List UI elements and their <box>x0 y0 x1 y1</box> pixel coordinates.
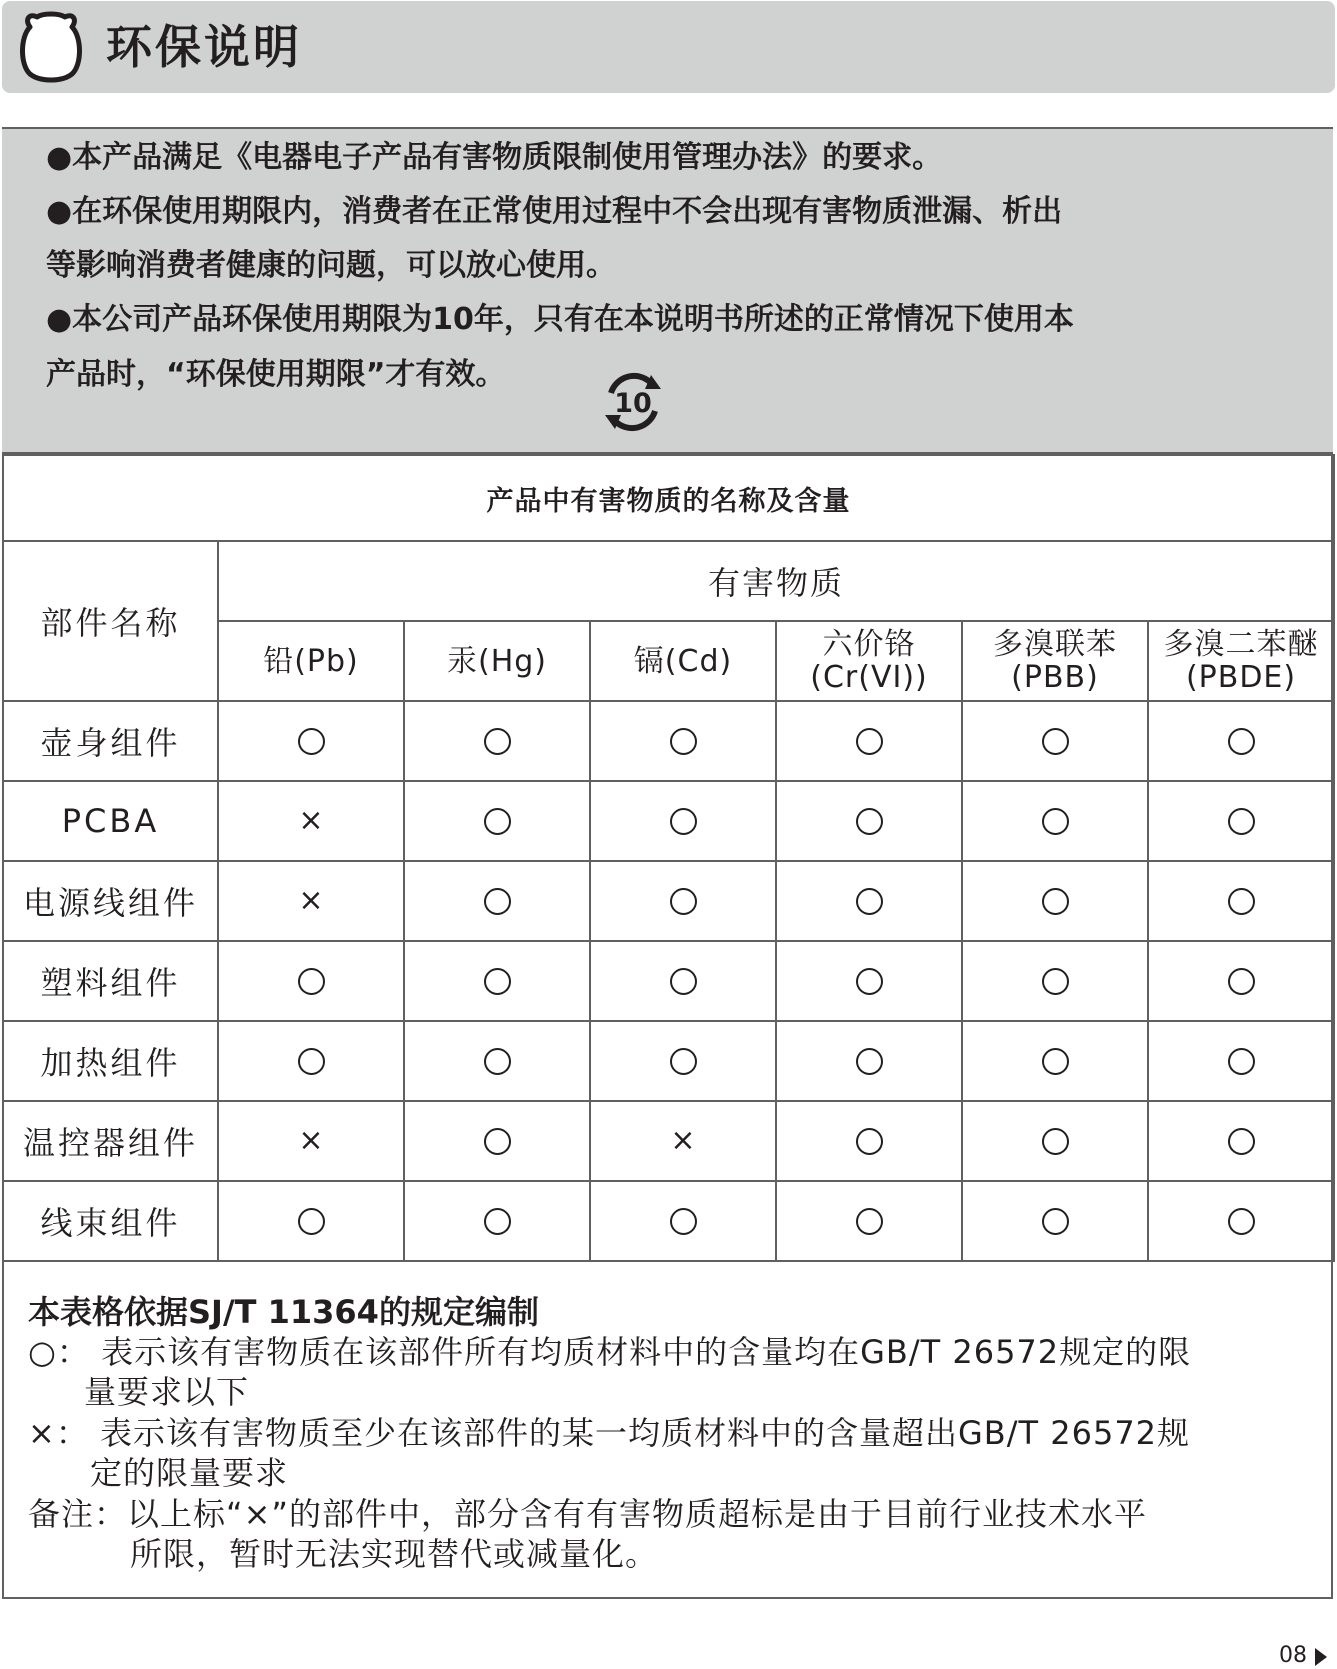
circle-legend-text: ○： 表示该有害物质在该部件所有均质材料中的含量均在GB/T 26572规定的限 <box>28 1333 1192 1371</box>
compliant-mark-cell <box>962 701 1148 781</box>
circle-mark-icon <box>1228 1048 1255 1075</box>
part-name-cell: 线束组件 <box>3 1181 218 1261</box>
compliant-mark-cell <box>776 701 962 781</box>
compliant-mark-cell <box>962 1021 1148 1101</box>
exceeds-mark-cell <box>218 1101 404 1181</box>
circle-mark-icon <box>484 888 511 915</box>
circle-mark-icon <box>1228 968 1255 995</box>
compliant-mark-cell <box>1148 1021 1334 1101</box>
table-row <box>3 781 1334 861</box>
circle-mark-icon <box>670 808 697 835</box>
circle-mark-icon <box>670 888 697 915</box>
circle-mark-icon <box>670 728 697 755</box>
notice-line: ●本公司产品环保使用期限为10年，只有在本说明书所述的正常情况下使用本 <box>46 302 1074 337</box>
cross-mark: × <box>298 883 324 918</box>
compliant-mark-cell <box>776 781 962 861</box>
table-row <box>3 941 1334 1021</box>
substance-header: 多溴二苯醚 (PBDE) <box>1148 621 1334 701</box>
part-name-cell: PCBA <box>3 781 218 861</box>
part-name-cell: 壶身组件 <box>3 701 218 781</box>
page-title: 环保说明 <box>106 20 302 74</box>
compliant-mark-cell <box>590 781 776 861</box>
circle-mark-icon <box>856 808 883 835</box>
circle-mark-icon <box>856 1128 883 1155</box>
hazardous-substances-table <box>2 454 1335 1262</box>
notes-section <box>2 1279 1333 1599</box>
circle-mark-icon <box>1042 1048 1069 1075</box>
circle-mark-icon <box>484 1128 511 1155</box>
compliant-mark-cell <box>404 781 590 861</box>
circle-mark-icon <box>856 888 883 915</box>
part-name-cell: 塑料组件 <box>3 941 218 1021</box>
section-header <box>2 1 1335 93</box>
circle-mark-icon <box>670 1208 697 1235</box>
compliant-mark-cell <box>404 1021 590 1101</box>
substance-header: 汞(Hg) <box>404 621 590 701</box>
circle-mark-icon <box>1228 808 1255 835</box>
circle-mark-icon <box>298 968 325 995</box>
cross-mark: × <box>298 803 324 838</box>
compliant-mark-cell <box>1148 941 1334 1021</box>
part-name-cell: 电源线组件 <box>3 861 218 941</box>
notice-line: 产品时，“环保使用期限”才有效。 <box>46 357 506 392</box>
compliant-mark-cell <box>776 1181 962 1261</box>
compliant-mark-cell <box>962 1181 1148 1261</box>
compliant-mark-cell <box>1148 1101 1334 1181</box>
table-row <box>3 861 1334 941</box>
circle-mark-icon <box>856 728 883 755</box>
circle-mark-icon <box>1042 1208 1069 1235</box>
remark-text: 所限，暂时无法实现替代或减量化。 <box>130 1535 659 1573</box>
circle-mark-icon <box>298 728 325 755</box>
table-title: 产品中有害物质的名称及含量 <box>3 455 1334 541</box>
compliant-mark-cell <box>962 781 1148 861</box>
compliant-mark-cell <box>218 1021 404 1101</box>
compliant-mark-cell <box>404 861 590 941</box>
circle-mark-icon <box>1042 728 1069 755</box>
compliant-mark-cell <box>1148 861 1334 941</box>
compliant-mark-cell <box>962 861 1148 941</box>
notice-line: ●在环保使用期限内，消费者在正常使用过程中不会出现有害物质泄漏、析出 <box>46 194 1063 229</box>
compliant-mark-cell <box>962 941 1148 1021</box>
compliant-mark-cell <box>962 1101 1148 1181</box>
substance-group-header: 有害物质 <box>218 541 1334 621</box>
table-row <box>3 1181 1334 1261</box>
circle-mark-icon <box>1042 808 1069 835</box>
table-row <box>3 1101 1334 1181</box>
circle-mark-icon <box>856 1048 883 1075</box>
circle-mark-icon <box>484 728 511 755</box>
compliant-mark-cell <box>404 701 590 781</box>
exceeds-mark-cell <box>590 1101 776 1181</box>
compliant-mark-cell <box>776 1101 962 1181</box>
exceeds-mark-cell <box>218 861 404 941</box>
circle-mark-icon <box>298 1048 325 1075</box>
compliant-mark-cell <box>404 941 590 1021</box>
notice-line: ●本产品满足《电器电子产品有害物质限制使用管理办法》的要求。 <box>46 140 943 175</box>
compliant-mark-cell <box>1148 1181 1334 1261</box>
part-name-cell: 加热组件 <box>3 1021 218 1101</box>
circle-mark-icon <box>484 808 511 835</box>
circle-mark-icon <box>1228 1208 1255 1235</box>
cross-legend-text: ×： 表示该有害物质至少在该部件的某一均质材料中的含量超出GB/T 26572规 <box>28 1414 1191 1452</box>
cross-mark: × <box>670 1123 696 1158</box>
compliant-mark-cell <box>776 1021 962 1101</box>
compliant-mark-cell <box>590 1181 776 1261</box>
compliant-mark-cell <box>776 941 962 1021</box>
badge-number: 10 <box>614 388 652 419</box>
cross-legend-text: 定的限量要求 <box>90 1454 289 1492</box>
eco-period-10-icon <box>601 371 665 433</box>
notice-line: 等影响消费者健康的问题，可以放心使用。 <box>46 248 616 283</box>
compliant-mark-cell <box>590 1021 776 1101</box>
circle-mark-icon <box>1228 1128 1255 1155</box>
circle-legend-text: 量要求以下 <box>84 1373 250 1411</box>
next-page-arrow-icon <box>1315 1648 1327 1666</box>
part-name-header: 部件名称 <box>3 541 218 701</box>
compliant-mark-cell <box>590 861 776 941</box>
compliant-mark-cell <box>404 1101 590 1181</box>
compliant-mark-cell <box>776 861 962 941</box>
circle-mark-icon <box>484 1048 511 1075</box>
circle-mark-icon <box>1042 1128 1069 1155</box>
table-body <box>3 701 1334 1261</box>
substance-header: 铅(Pb) <box>218 621 404 701</box>
remark-text: 备注：以上标“×”的部件中，部分含有有害物质超标是由于目前行业技术水平 <box>28 1495 1147 1533</box>
exceeds-mark-cell <box>218 781 404 861</box>
cross-mark: × <box>298 1123 324 1158</box>
compliant-mark-cell <box>1148 781 1334 861</box>
compliant-mark-cell <box>1148 701 1334 781</box>
compliant-mark-cell <box>590 941 776 1021</box>
circle-mark-icon <box>484 1208 511 1235</box>
circle-mark-icon <box>1042 888 1069 915</box>
table-basis-note: 本表格依据SJ/T 11364的规定编制 <box>28 1293 539 1331</box>
circle-mark-icon <box>1042 968 1069 995</box>
compliant-mark-cell <box>590 701 776 781</box>
substance-header: 多溴联苯 (PBB) <box>962 621 1148 701</box>
compliant-mark-cell <box>404 1181 590 1261</box>
substance-header: 镉(Cd) <box>590 621 776 701</box>
circle-mark-icon <box>1228 728 1255 755</box>
part-name-cell: 温控器组件 <box>3 1101 218 1181</box>
table-row <box>3 1021 1334 1101</box>
circle-mark-icon <box>298 1208 325 1235</box>
circle-mark-icon <box>670 968 697 995</box>
circle-mark-icon <box>670 1048 697 1075</box>
compliant-mark-cell <box>218 701 404 781</box>
circle-mark-icon <box>856 968 883 995</box>
table-row <box>3 701 1334 781</box>
page-number: 08 <box>1279 1643 1307 1668</box>
notice-box <box>2 129 1333 454</box>
compliant-mark-cell <box>218 941 404 1021</box>
circle-mark-icon <box>1228 888 1255 915</box>
bear-head-icon <box>16 11 86 83</box>
circle-mark-icon <box>856 1208 883 1235</box>
compliant-mark-cell <box>218 1181 404 1261</box>
substance-header: 六价铬 (Cr(VI)) <box>776 621 962 701</box>
circle-mark-icon <box>484 968 511 995</box>
